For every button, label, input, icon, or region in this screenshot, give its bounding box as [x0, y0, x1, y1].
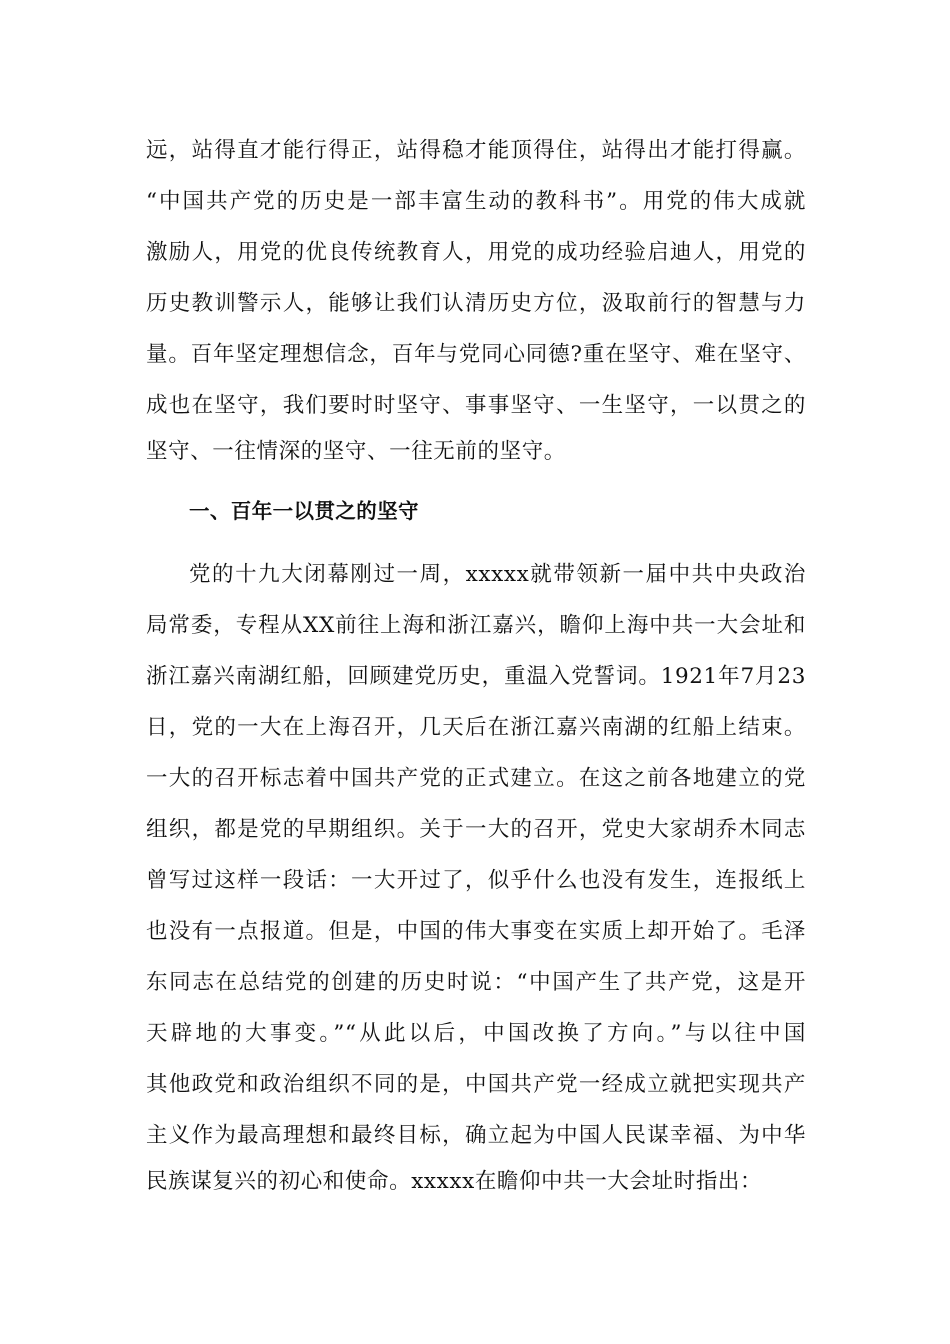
paragraph-line: 历史教训警示人，能够让我们认清历史方位，汲取前行的智慧与力 [146, 291, 806, 316]
paragraph-line: 一大的召开标志着中国共产党的正式建立。在这之前各地建立的党 [146, 766, 806, 791]
section-heading: 一、百年一以贯之的坚守 [189, 499, 419, 523]
paragraph-line: 量。百年坚定理想信念，百年与党同心同德?重在坚守、难在坚守、 [146, 342, 806, 367]
paragraph-line: 浙江嘉兴南湖红船，回顾建党历史，重温入党誓词。1921年7月23 [146, 664, 806, 689]
paragraph-line: 日，党的一大在上海召开，几天后在浙江嘉兴南湖的红船上结束。 [146, 715, 806, 740]
paragraph-line: 曾写过这样一段话：一大开过了，似乎什么也没有发生，连报纸上 [146, 868, 806, 893]
paragraph-line: 也没有一点报道。但是，中国的伟大事变在实质上却开始了。毛泽 [146, 919, 806, 944]
paragraph-line: 坚守、一往情深的坚守、一往无前的坚守。 [146, 439, 566, 464]
paragraph-line: 民族谋复兴的初心和使命。xxxxx在瞻仰中共一大会址时指出： [146, 1169, 763, 1194]
paragraph-line: 组织，都是党的早期组织。关于一大的召开，党史大家胡乔木同志 [146, 817, 806, 842]
paragraph-line: “中国共产党的历史是一部丰富生动的教科书”。用党的伟大成就 [146, 189, 806, 214]
paragraph-line: 激励人，用党的优良传统教育人，用党的成功经验启迪人，用党的 [146, 240, 806, 265]
paragraph-line: 其他政党和政治组织不同的是，中国共产党一经成立就把实现共产 [146, 1072, 806, 1097]
paragraph-line: 远，站得直才能行得正，站得稳才能顶得住，站得出才能打得赢。 [146, 138, 806, 163]
paragraph-line: 成也在坚守，我们要时时坚守、事事坚守、一生坚守，一以贯之的 [146, 393, 806, 418]
paragraph-line: 东同志在总结党的创建的历史时说：“中国产生了共产党，这是开 [146, 970, 806, 995]
paragraph-line: 天辟地的大事变。”“从此以后，中国改换了方向。”与以往中国 [146, 1021, 806, 1046]
paragraph-line: 主义作为最高理想和最终目标，确立起为中国人民谋幸福、为中华 [146, 1123, 806, 1148]
paragraph-line: 党的十九大闭幕刚过一周，xxxxx就带领新一届中共中央政治 [189, 562, 806, 587]
paragraph-line: 局常委，专程从XX前往上海和浙江嘉兴，瞻仰上海中共一大会址和 [146, 613, 806, 638]
